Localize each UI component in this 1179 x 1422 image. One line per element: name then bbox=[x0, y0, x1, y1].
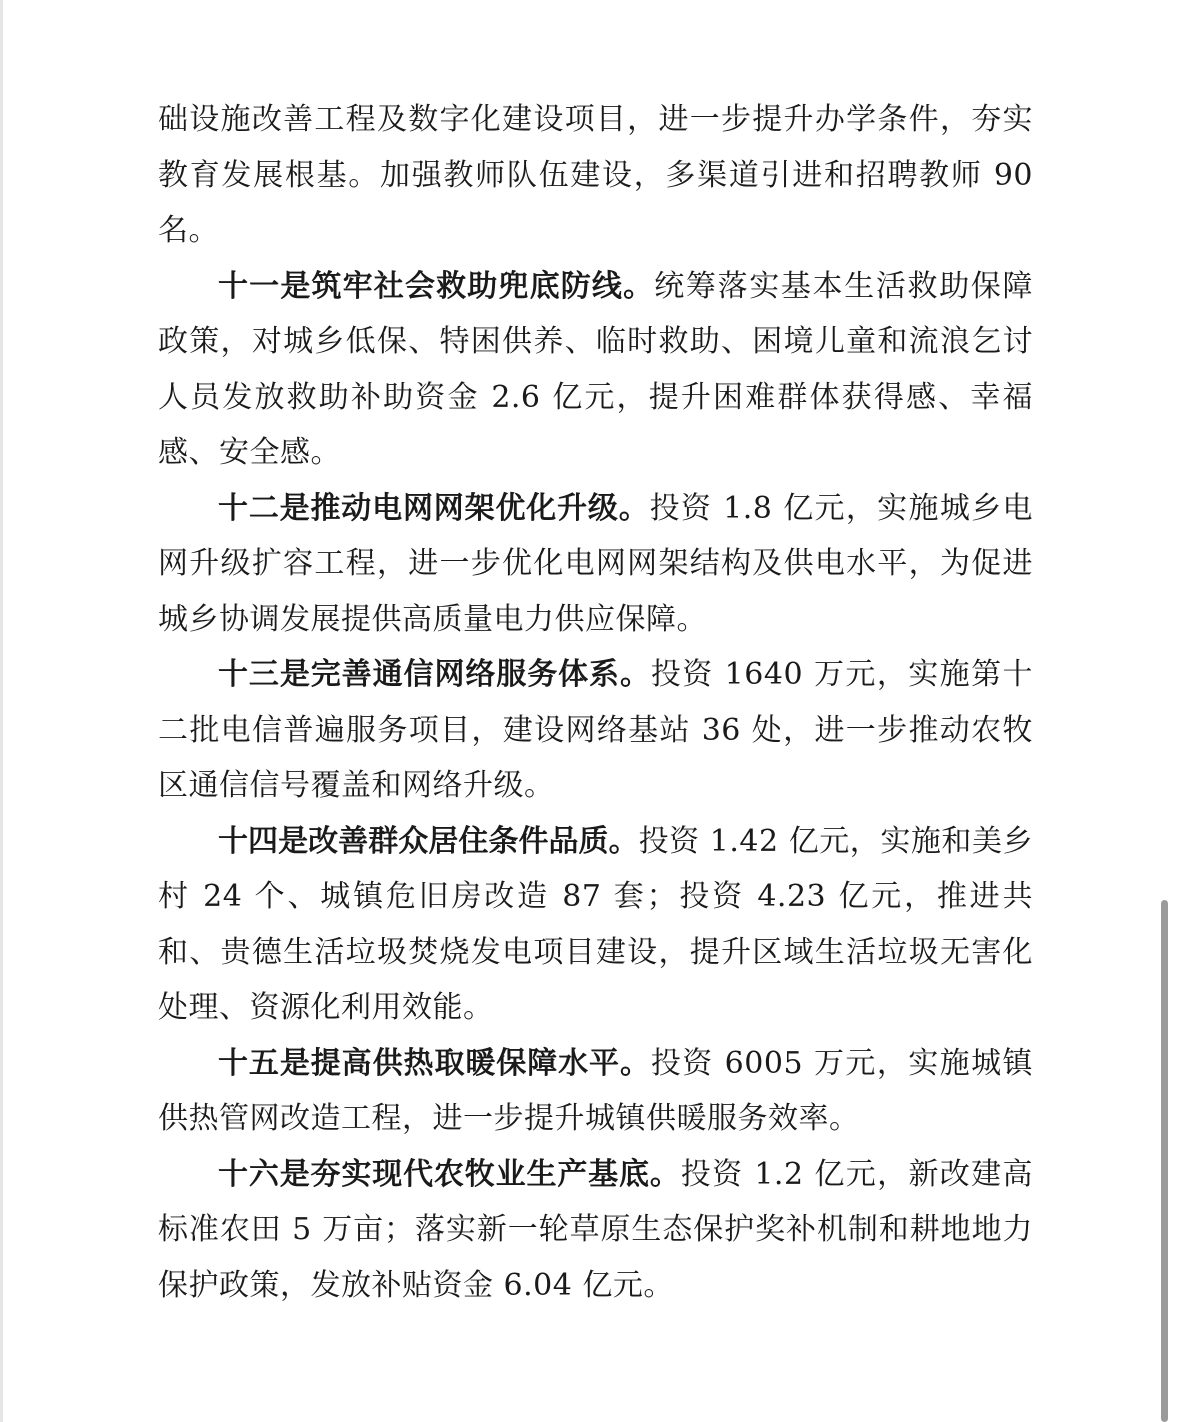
paragraph-body: 投资 1640 万元，实施第十二批电信普遍服务项目，建设网络基站 36 处，进一步推动农牧区通信信号覆盖和网络升级。 bbox=[158, 657, 1034, 803]
document-body bbox=[158, 92, 1033, 1313]
paragraph-body: 投资 6005 万元，实施城镇供热管网改造工程，进一步提升城镇供暖服务效率。 bbox=[158, 1045, 1034, 1136]
paragraph-heading: 十四是改善群众居住条件品质。 bbox=[218, 823, 639, 859]
paragraph-continuation bbox=[158, 92, 1033, 259]
paragraph-housing bbox=[158, 814, 1033, 1036]
page-left-edge bbox=[0, 0, 3, 1422]
scrollbar-thumb[interactable] bbox=[1161, 900, 1168, 1422]
paragraph-power-grid bbox=[158, 481, 1033, 648]
paragraph-heading: 十六是夯实现代农牧业生产基底。 bbox=[218, 1156, 681, 1192]
paragraph-body: 投资 1.42 亿元，实施和美乡村 24 个、城镇危旧房改造 87 套；投资 4.23 亿元，推进共和、贵德生活垃圾焚烧发电项目建设，提升区域生活垃圾无害化处理、资源化利用效能。 bbox=[158, 823, 1034, 1025]
paragraph-heading: 十二是推动电网网架优化升级。 bbox=[218, 490, 650, 526]
paragraph-heading: 十五是提高供热取暖保障水平。 bbox=[218, 1045, 651, 1081]
paragraph-social-assistance bbox=[158, 259, 1033, 481]
paragraph-body: 础设施改善工程及数字化建设项目，进一步提升办学条件，夯实教育发展根基。加强教师队伍建设，多渠道引进和招聘教师 90名。 bbox=[158, 102, 1033, 248]
paragraph-telecom bbox=[158, 647, 1033, 814]
paragraph-body: 投资 1.2 亿元，新改建高标准农田 5 万亩；落实新一轮草原生态保护奖补机制和耕地地力保护政策，发放补贴资金 6.04 亿元。 bbox=[158, 1156, 1033, 1303]
paragraph-heating bbox=[158, 1036, 1033, 1147]
paragraph-heading: 十三是完善通信网络服务体系。 bbox=[218, 657, 651, 692]
paragraph-heading: 十一是筑牢社会救助兜底防线。 bbox=[218, 268, 655, 304]
paragraph-agriculture bbox=[158, 1147, 1033, 1314]
paragraph-body: 投资 1.8 亿元，实施城乡电网升级扩容工程，进一步优化电网网架结构及供电水平，为促进城乡协调发展提供高质量电力供应保障。 bbox=[158, 490, 1033, 637]
paragraph-body: 统筹落实基本生活救助保障政策，对城乡低保、特困供养、临时救助、困境儿童和流浪乞讨人员发放救助补助资金 2.6 亿元，提升困难群体获得感、幸福感、安全感。 bbox=[158, 268, 1034, 470]
